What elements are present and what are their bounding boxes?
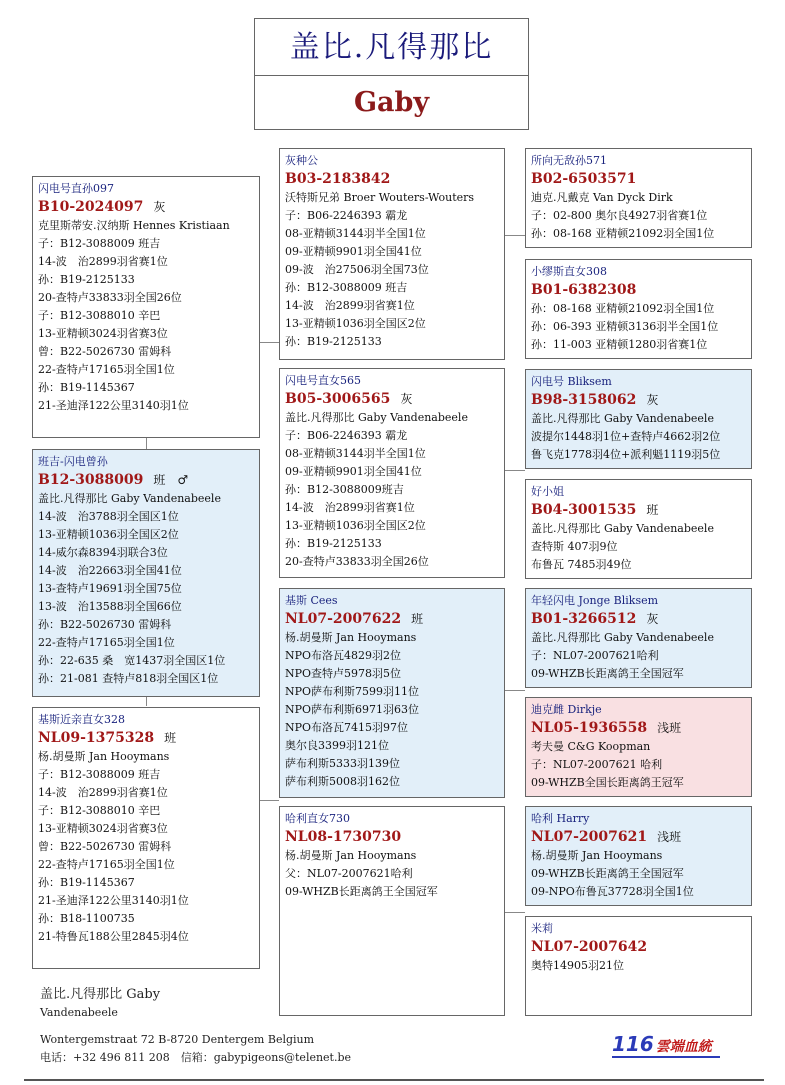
pigeon-name: 迪克雌 Dirkje	[531, 703, 602, 716]
ring-number: B10-2024097	[38, 199, 144, 215]
info-line: 孙：B19-2125133	[38, 273, 135, 286]
address-block	[40, 1031, 351, 1067]
pedigree-box-grandsire-1[interactable]	[279, 148, 505, 360]
info-line: 09-WHZB长距离鸽王全国冠军	[531, 867, 684, 880]
pigeon-color: 灰	[646, 393, 659, 407]
info-line: 09-WHZB全国长距离鸽王冠军	[531, 776, 684, 789]
info-line: 08-亚精顿3144羽半全国1位	[285, 447, 426, 460]
pedigree-box-ggs-3[interactable]	[525, 588, 752, 688]
pigeon-name: 好小姐	[531, 485, 564, 498]
info-line: 14-波 治2899羽省赛1位	[38, 786, 168, 799]
info-line: 孙：B19-1145367	[38, 876, 135, 889]
info-line: 13-亚精顿3024羽省赛3位	[38, 822, 168, 835]
pigeon-name: 基斯 Cees	[285, 594, 338, 607]
info-line: 沃特斯兄弟 Broer Wouters-Wouters	[285, 191, 475, 204]
pigeon-color: 灰	[646, 612, 659, 626]
info-line: 21-特鲁瓦188公里2845羽4位	[38, 930, 189, 943]
pigeon-name: 闪电号 Bliksem	[531, 375, 612, 388]
contact-text: 电话：+32 496 811 208 信箱：gabypigeons@telenet.be	[40, 1051, 352, 1064]
pedigree-header	[254, 18, 529, 130]
info-line: 子：B06-2246393 霸龙	[285, 429, 408, 442]
info-line: 14-波 治22663羽全国41位	[38, 564, 182, 577]
pigeon-name: 所向无敌孙571	[531, 154, 607, 167]
info-line: 子：B12-3088009 班吉	[38, 237, 161, 250]
ring-number: B04-3001535	[531, 502, 637, 518]
info-line: 22-查特卢17165羽全国1位	[38, 858, 175, 871]
pigeon-name: 闪电号直孙097	[38, 182, 114, 195]
info-line: 波提尔1448羽1位+查特卢4662羽2位	[531, 430, 721, 443]
owner-name	[40, 986, 160, 1022]
logo-underline	[612, 1056, 720, 1058]
pigeon-name: 小缪斯直女308	[531, 265, 607, 278]
info-line: 子：B06-2246393 霸龙	[285, 209, 408, 222]
connector-line	[146, 437, 147, 449]
pigeon-name: 米莉	[531, 922, 553, 935]
info-line: 考夫曼 C&G Koopman	[531, 740, 651, 753]
info-line: 孙：08-168 亚精顿21092羽全国1位	[531, 227, 715, 240]
ring-number: B03-2183842	[285, 171, 391, 187]
info-line: 孙：B18-1100735	[38, 912, 135, 925]
pigeon-name-english: Gaby	[353, 87, 430, 118]
ring-number: NL07-2007622	[285, 611, 402, 627]
connector-line	[505, 690, 525, 691]
pedigree-box-sire[interactable]	[32, 176, 260, 438]
logo-number: 116	[612, 1032, 654, 1056]
info-line: 孙：B19-1145367	[38, 381, 135, 394]
ring-number: NL09-1375328	[38, 730, 155, 746]
pedigree-box-ggs-2[interactable]	[525, 369, 752, 469]
pedigree-box-ggd-3[interactable]	[525, 697, 752, 797]
info-line: 子：B12-3088009 班吉	[38, 768, 161, 781]
pigeon-color: 班	[411, 612, 424, 626]
pigeon-color: 班	[164, 731, 177, 745]
info-line: 孙：B22-5026730 雷姆科	[38, 618, 172, 631]
connector-line	[259, 342, 279, 343]
info-line: 孙：B19-2125133	[285, 335, 382, 348]
connector-line	[505, 912, 525, 913]
ring-number: NL07-2007621	[531, 829, 648, 845]
info-line: 子：NL07-2007621哈利	[531, 649, 659, 662]
pigeon-color: 灰	[400, 392, 413, 406]
pedigree-box-ggd-2[interactable]	[525, 479, 752, 579]
info-line: 萨布利斯5008羽162位	[285, 775, 400, 788]
info-line: 查特斯 407羽9位	[531, 540, 618, 553]
info-line: 孙：21-081 查特卢818羽全国区1位	[38, 672, 219, 685]
address-text: Wontergemstraat 72 B-8720 Dentergem Belgium	[40, 1033, 315, 1046]
info-line: NPO布洛瓦4829羽2位	[285, 649, 402, 662]
pigeon-name: 基斯近亲直女328	[38, 713, 125, 726]
pigeon-name: 哈利 Harry	[531, 812, 590, 825]
info-line: 14-波 治2899羽省赛1位	[38, 255, 168, 268]
brand-logo	[612, 1032, 712, 1056]
pigeon-color: 浅班	[657, 830, 682, 844]
info-line: 20-查特卢33833羽全国26位	[38, 291, 182, 304]
info-line: 13-波 治13588羽全国66位	[38, 600, 182, 613]
logo-text: 雲端血統	[655, 1039, 712, 1055]
info-line: 孙：11-003 亚精顿1280羽省赛1位	[531, 338, 708, 351]
ring-number: B01-6382308	[531, 282, 637, 298]
info-line: 盖比.凡得那比 Gaby Vandenabeele	[531, 412, 714, 425]
connector-line	[259, 800, 279, 801]
info-line: 子：NL07-2007621 哈利	[531, 758, 663, 771]
pigeon-name: 哈利直女730	[285, 812, 350, 825]
pedigree-box-ggs-4[interactable]	[525, 806, 752, 906]
info-line: 曾：B22-5026730 雷姆科	[38, 345, 172, 358]
info-line: 鲁飞克1778羽4位+派利魁1119羽5位	[531, 448, 721, 461]
info-line: 09-WHZB长距离鸽王全国冠军	[285, 885, 438, 898]
info-line: 子：02-800 奥尔良4927羽省赛1位	[531, 209, 708, 222]
pedigree-box-subject[interactable]	[32, 449, 260, 697]
info-line: NPO萨布利斯6971羽63位	[285, 703, 420, 716]
connector-line	[505, 235, 525, 236]
info-line: 22-查特卢17165羽全国1位	[38, 363, 175, 376]
info-line: 杨.胡曼斯 Jan Hooymans	[531, 849, 663, 862]
pedigree-box-ggs-1[interactable]	[525, 148, 752, 248]
info-line: 13-查特卢19691羽全国75位	[38, 582, 182, 595]
info-line: 父：NL07-2007621哈利	[285, 867, 413, 880]
info-line: 13-亚精顿1036羽全国区2位	[38, 528, 179, 541]
pigeon-color: 灰	[153, 200, 166, 214]
info-line: 子：B12-3088010 辛巴	[38, 804, 161, 817]
info-line: NPO布洛瓦7415羽97位	[285, 721, 409, 734]
info-line: 孙：B19-2125133	[285, 537, 382, 550]
info-line: 13-亚精顿1036羽全国区2位	[285, 519, 426, 532]
info-line: 子：B12-3088010 辛巴	[38, 309, 161, 322]
pedigree-box-dam[interactable]	[32, 707, 260, 969]
info-line: 13-亚精顿1036羽全国区2位	[285, 317, 426, 330]
info-line: 09-波 治27506羽全国73位	[285, 263, 429, 276]
info-line: 孙：B12-3088009 班吉	[285, 281, 408, 294]
info-line: 奥尔良3399羽121位	[285, 739, 389, 752]
info-line: 盖比.凡得那比 Gaby Vandenabeele	[38, 492, 221, 505]
info-line: 14-波 治2899羽省赛1位	[285, 299, 415, 312]
info-line: 盖比.凡得那比 Gaby Vandenabeele	[531, 522, 714, 535]
info-line: 杨.胡曼斯 Jan Hooymans	[285, 849, 417, 862]
info-line: 杨.胡曼斯 Jan Hooymans	[285, 631, 417, 644]
ring-number: NL08-1730730	[285, 829, 402, 845]
info-line: 孙：08-168 亚精顿21092羽全国1位	[531, 302, 715, 315]
pedigree-box-granddam-1[interactable]	[279, 368, 505, 578]
connector-line	[146, 696, 147, 706]
info-line: 克里斯蒂安.汉纳斯 Hennes Kristiaan	[38, 219, 230, 232]
info-line: 09-NPO布鲁瓦37728羽全国1位	[531, 885, 694, 898]
info-line: 孙：06-393 亚精顿3136羽半全国1位	[531, 320, 719, 333]
ring-number: B01-3266512	[531, 611, 637, 627]
ring-number: B98-3158062	[531, 392, 637, 408]
pigeon-name: 闪电号直女565	[285, 374, 361, 387]
info-line: 14-波 治3788羽全国区1位	[38, 510, 179, 523]
info-line: 萨布利斯5333羽139位	[285, 757, 400, 770]
pigeon-name: 班吉-闪电曾孙	[38, 455, 108, 468]
info-line: 22-查特卢17165羽全国1位	[38, 636, 175, 649]
ring-number: NL05-1936558	[531, 720, 648, 736]
info-line: 20-查特卢33833羽全国26位	[285, 555, 429, 568]
pedigree-box-grandsire-2[interactable]	[279, 588, 505, 798]
pigeon-name-chinese: 盖比.凡得那比	[255, 19, 528, 76]
pigeon-color: 班	[646, 503, 659, 517]
info-line: 14-威尔森8394羽联合3位	[38, 546, 168, 559]
ring-number: NL07-2007642	[531, 939, 648, 955]
pedigree-box-ggd-4[interactable]	[525, 916, 752, 1016]
ring-number: B05-3006565	[285, 391, 391, 407]
info-line: 迪克.凡戴克 Van Dyck Dirk	[531, 191, 673, 204]
owner-name-line-2: Vandenabeele	[40, 1006, 118, 1019]
info-line: 21-圣迪泽122公里3140羽1位	[38, 399, 189, 412]
pigeon-name: 年轻闪电 Jonge Bliksem	[531, 594, 659, 607]
info-line: NPO萨布利斯7599羽11位	[285, 685, 420, 698]
info-line: 布鲁瓦 7485羽49位	[531, 558, 632, 571]
pedigree-box-ggd-1[interactable]	[525, 259, 752, 359]
connector-line	[505, 470, 525, 471]
info-line: 曾：B22-5026730 雷姆科	[38, 840, 172, 853]
info-line: 孙：B12-3088009班吉	[285, 483, 404, 496]
pigeon-name: 灰种公	[285, 154, 318, 167]
info-line: 09-WHZB长距离鸽王全国冠军	[531, 667, 684, 680]
info-line: 盖比.凡得那比 Gaby Vandenabeele	[531, 631, 714, 644]
info-line: 孙：22-635 桑 宽1437羽全国区1位	[38, 654, 226, 667]
info-line: 08-亚精顿3144羽半全国1位	[285, 227, 426, 240]
info-line: 09-亚精顿9901羽全国41位	[285, 245, 422, 258]
ring-number: B02-6503571	[531, 171, 637, 187]
ring-number: B12-3088009	[38, 472, 144, 488]
info-line: 21-圣迪泽122公里3140羽1位	[38, 894, 189, 907]
info-line: NPO查特卢5978羽5位	[285, 667, 402, 680]
info-line: 09-亚精顿9901羽全国41位	[285, 465, 422, 478]
pigeon-color: 班 ♂	[153, 473, 189, 487]
pigeon-color: 浅班	[657, 721, 682, 735]
info-line: 杨.胡曼斯 Jan Hooymans	[38, 750, 170, 763]
info-line: 盖比.凡得那比 Gaby Vandenabeele	[285, 411, 468, 424]
info-line: 14-波 治2899羽省赛1位	[285, 501, 415, 514]
bottom-divider	[24, 1079, 764, 1081]
pedigree-box-granddam-2[interactable]	[279, 806, 505, 1016]
info-line: 奥特14905羽21位	[531, 959, 624, 972]
info-line: 13-亚精顿3024羽省赛3位	[38, 327, 168, 340]
owner-name-line-1: 盖比.凡得那比 Gaby	[40, 987, 161, 1002]
